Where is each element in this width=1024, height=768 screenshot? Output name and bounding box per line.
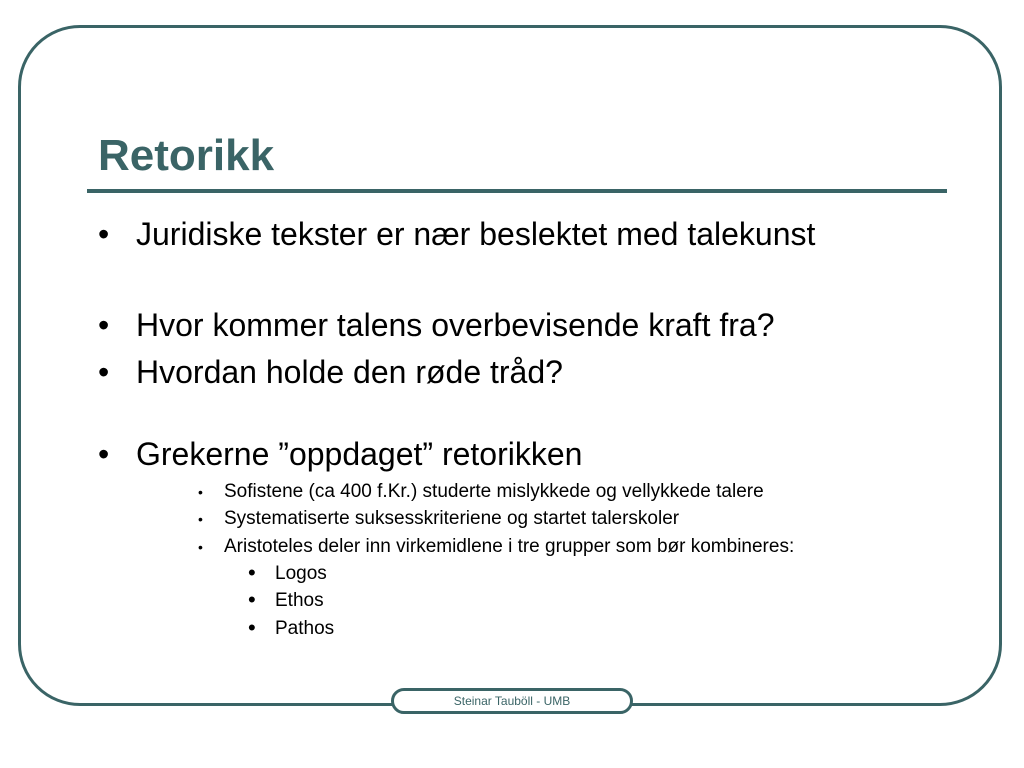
title-divider [87, 189, 947, 193]
bullet-icon: • [98, 216, 110, 252]
bullet-icon: • [98, 354, 110, 390]
bullet-text: Juridiske tekster er nær beslektet med talekunst [136, 216, 816, 252]
sub-bullet-text: Aristoteles deler inn virkemidlene i tre grupper som bør kombineres: [224, 536, 795, 557]
bullet-icon: • [248, 560, 256, 585]
sub-sub-bullet-text: Logos [275, 563, 327, 584]
sub-bullet-text: Systematiserte suksesskriteriene og startet talerskoler [224, 508, 680, 529]
bullet-icon: • [198, 484, 203, 500]
slide-title: Retorikk [98, 131, 275, 180]
sub-sub-bullet-text: Ethos [275, 590, 324, 611]
bullet-icon: • [198, 539, 203, 555]
bullet-icon: • [98, 436, 110, 472]
bullet-text: Grekerne ”oppdaget” retorikken [136, 436, 583, 472]
sub-sub-bullet-text: Pathos [275, 618, 335, 639]
slide-footer: Steinar Tauböll - UMB [391, 688, 633, 714]
bullet-text: Hvor kommer talens overbevisende kraft fra? [136, 307, 775, 343]
bullet-icon: • [198, 511, 203, 527]
bullet-icon: • [98, 307, 110, 343]
bullet-icon: • [248, 615, 256, 640]
bullet-icon: • [248, 587, 256, 612]
sub-bullet-text: Sofistene (ca 400 f.Kr.) studerte mislykkede og vellykkede talere [224, 481, 764, 502]
bullet-text: Hvordan holde den røde tråd? [136, 354, 563, 390]
